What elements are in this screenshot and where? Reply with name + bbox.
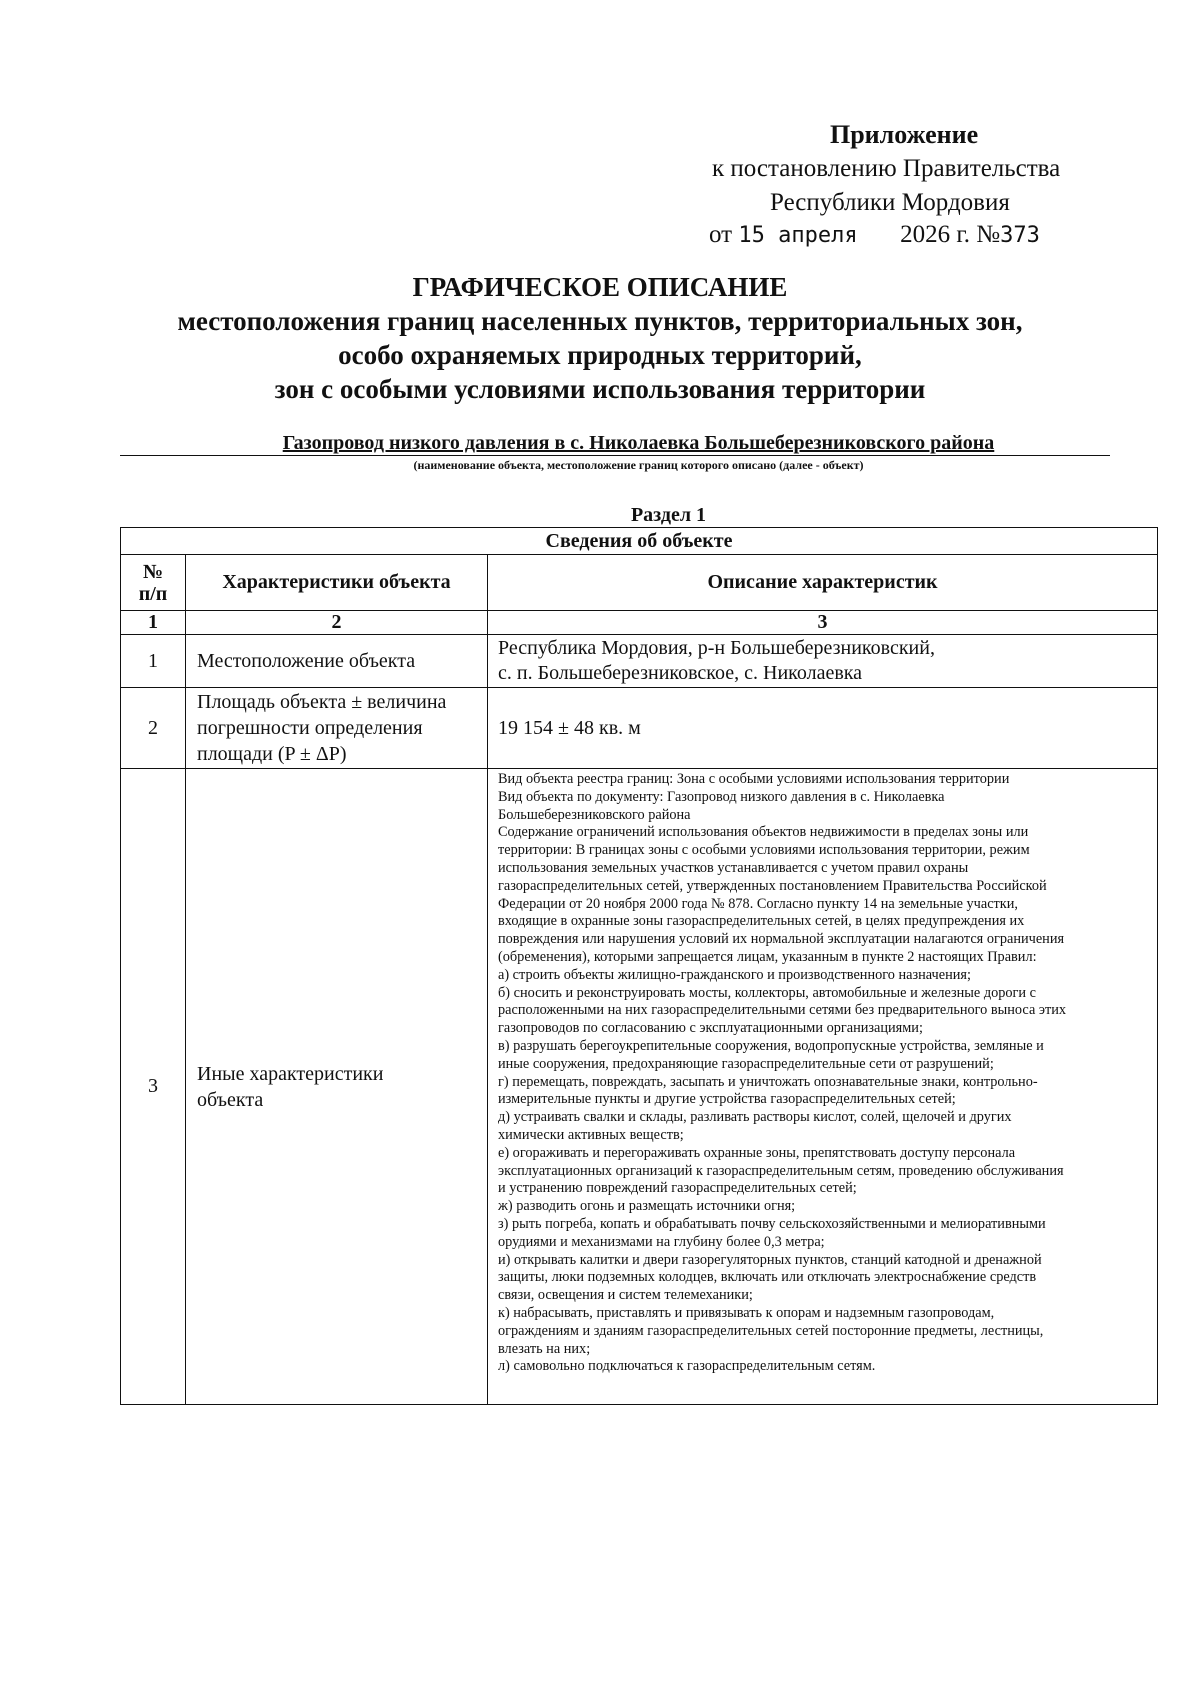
column-index: 3 xyxy=(488,611,1158,635)
row-characteristic xyxy=(186,688,488,769)
row-description: 19 154 ± 48 кв. м xyxy=(488,688,1158,769)
description-line: Вид объекта реестра границ: Зона с особыми условиями использования территории xyxy=(498,771,1010,787)
column-index-row xyxy=(121,611,1158,635)
description-line: Содержание ограничений использования объектов недвижимости в пределах зоны или xyxy=(498,824,1029,841)
table-header-row xyxy=(121,555,1158,611)
annex-title: Приложение xyxy=(830,120,979,149)
header-description: Описание характеристик xyxy=(488,555,1158,611)
description-line: з) рыть погреба, копать и обрабатывать почву сельскохозяйственными и мелиоративными xyxy=(498,1215,1046,1232)
document-title xyxy=(0,270,1200,406)
description-line: защиты, люки подземных колодцев, включать или отключать электроснабжение средств xyxy=(498,1269,1037,1286)
header-characteristic: Характеристики объекта xyxy=(186,555,488,611)
characteristic-line: Площадь объекта ± величина xyxy=(197,691,447,713)
description-line: (обременения), которыми запрещается лицам, указанным в пункте 2 настоящих Правил: xyxy=(498,948,1037,965)
header-num-line-1: № xyxy=(142,560,164,583)
description-line: д) устраивать свалки и склады, разливать растворы кислот, солей, щелочей и других xyxy=(498,1109,1012,1126)
characteristic-line: площади (P ± ΔP) xyxy=(197,743,347,765)
date-day-month: 15 апреля xyxy=(738,223,858,248)
annex-date-line xyxy=(709,221,1040,249)
description-line: измерительные пункты и другие устройства газораспределительных сетей; xyxy=(498,1091,956,1108)
description-line: территории: В границах зоны с особыми условиями использования территории, режим xyxy=(498,842,1030,859)
title-line-2: особо охраняемых природных территорий, xyxy=(338,340,862,370)
table-caption: Сведения об объекте xyxy=(121,528,1158,555)
row-num: 3 xyxy=(121,769,186,1405)
description-line: иные сооружения, предохраняющие газораспределительные сети от разрушений; xyxy=(498,1055,994,1072)
section-title: Раздел 1 xyxy=(630,504,707,526)
description-line: Республика Мордовия, р-н Большеберезниковский, xyxy=(498,637,935,659)
characteristic-line: объекта xyxy=(197,1088,264,1111)
date-year: 2026 г. xyxy=(900,221,971,248)
description-line: химически активных веществ; xyxy=(498,1126,684,1143)
description-line: Большеберезниковского района xyxy=(498,806,691,823)
description-line: эксплуатационных организаций к газораспределительным сетям, проведению обслуживания xyxy=(498,1162,1064,1179)
description-line: а) строить объекты жилищно-гражданского и производственного назначения; xyxy=(498,966,971,983)
table-row xyxy=(121,688,1158,769)
row-description xyxy=(488,635,1158,688)
description-line: к) набрасывать, приставлять и привязывать к опорам и надземным газопроводам, xyxy=(498,1304,995,1321)
description-line: л) самовольно подключаться к газораспределительным сетям. xyxy=(498,1358,876,1375)
date-prefix: от xyxy=(709,221,733,248)
object-name: Газопровод низкого давления в с. Николаевка Большеберезниковского района xyxy=(282,432,995,454)
table-row xyxy=(121,769,1158,1405)
characteristic-line: погрешности определения xyxy=(197,717,423,739)
title-line-1: местоположения границ населенных пунктов, территориальных зон, xyxy=(177,306,1023,336)
title-line-3: зон с особыми условиями использования территории xyxy=(274,374,926,404)
description-line: газораспределительных сетей, утвержденных постановлением Правительства Российской xyxy=(498,877,1047,894)
description-line: с. п. Большеберезниковское, с. Николаевка xyxy=(498,662,863,684)
description-line: повреждения или нарушения условий их нормальной эксплуатации налагаются ограничения xyxy=(498,931,1065,948)
object-info-table xyxy=(120,527,1158,1405)
description-line: использования земельных участков устанавливается с учетом правил охраны xyxy=(498,859,969,876)
row-num: 1 xyxy=(121,635,186,688)
description-line: е) огораживать и перегораживать охранные зоны, препятствовать доступу персонала xyxy=(498,1144,1016,1161)
header-num-line-2: п/п xyxy=(138,582,168,605)
description-line: расположенными на них газораспределительными сетями без предварительного выноса этих xyxy=(498,1002,1067,1019)
column-index: 1 xyxy=(121,611,186,635)
row-characteristic: Местоположение объекта xyxy=(186,635,488,688)
row-description xyxy=(488,769,1158,1405)
description-line: ограждениям и зданиям газораспределительных сетей посторонние предметы, лестницы, xyxy=(498,1322,1044,1339)
description-line: связи, освещения и систем телемеханики; xyxy=(498,1287,753,1304)
header-num xyxy=(121,555,186,611)
column-index: 2 xyxy=(186,611,488,635)
description-line: и устранению повреждений газораспределительных сетей; xyxy=(498,1180,857,1197)
object-name-underline xyxy=(120,455,1110,456)
description-line: б) сносить и реконструировать мосты, коллекторы, автомобильные и железные дороги с xyxy=(498,984,1036,1001)
description-line: газопроводов по согласованию с эксплуатационными организациями; xyxy=(498,1020,923,1037)
description-line: Федерации от 20 ноября 2000 года № 878. Согласно пункту 14 на земельные участки, xyxy=(498,895,1018,912)
table-caption-row xyxy=(121,528,1158,555)
annex-line-1: к постановлению Правительства xyxy=(712,155,1061,182)
number-sign: № xyxy=(976,221,1001,248)
description-line: ж) разводить огонь и размещать источники огня; xyxy=(498,1198,796,1215)
description-line: орудиями и механизмами на глубину более 0,3 метра; xyxy=(498,1233,825,1250)
description-line: в) разрушать берегоукрепительные сооружения, водопропускные устройства, земляные и xyxy=(498,1037,1044,1054)
row-num: 2 xyxy=(121,688,186,769)
row-characteristic xyxy=(186,769,488,1405)
object-name-caption: (наименование объекта, местоположение границ которого описано (далее - объект) xyxy=(413,458,864,472)
table-row xyxy=(121,635,1158,688)
description-line: и) открывать калитки и двери газорегуляторных пунктов, станций катодной и дренажной xyxy=(498,1251,1042,1268)
description-line: г) перемещать, повреждать, засыпать и уничтожать опознавательные знаки, контрольно- xyxy=(498,1073,1038,1090)
description-line: влезать на них; xyxy=(498,1340,591,1357)
description-line: Вид объекта по документу: Газопровод низкого давления в с. Николаевка xyxy=(498,788,945,805)
document-number: 373 xyxy=(1000,223,1040,248)
description-line: входящие в охранные зоны газораспределительных сетей, в целях предупреждения их xyxy=(498,913,1025,930)
title-main: ГРАФИЧЕСКОЕ ОПИСАНИЕ xyxy=(412,272,788,302)
annex-line-2: Республики Мордовия xyxy=(770,189,1010,216)
characteristic-line: Иные характеристики xyxy=(197,1062,384,1085)
